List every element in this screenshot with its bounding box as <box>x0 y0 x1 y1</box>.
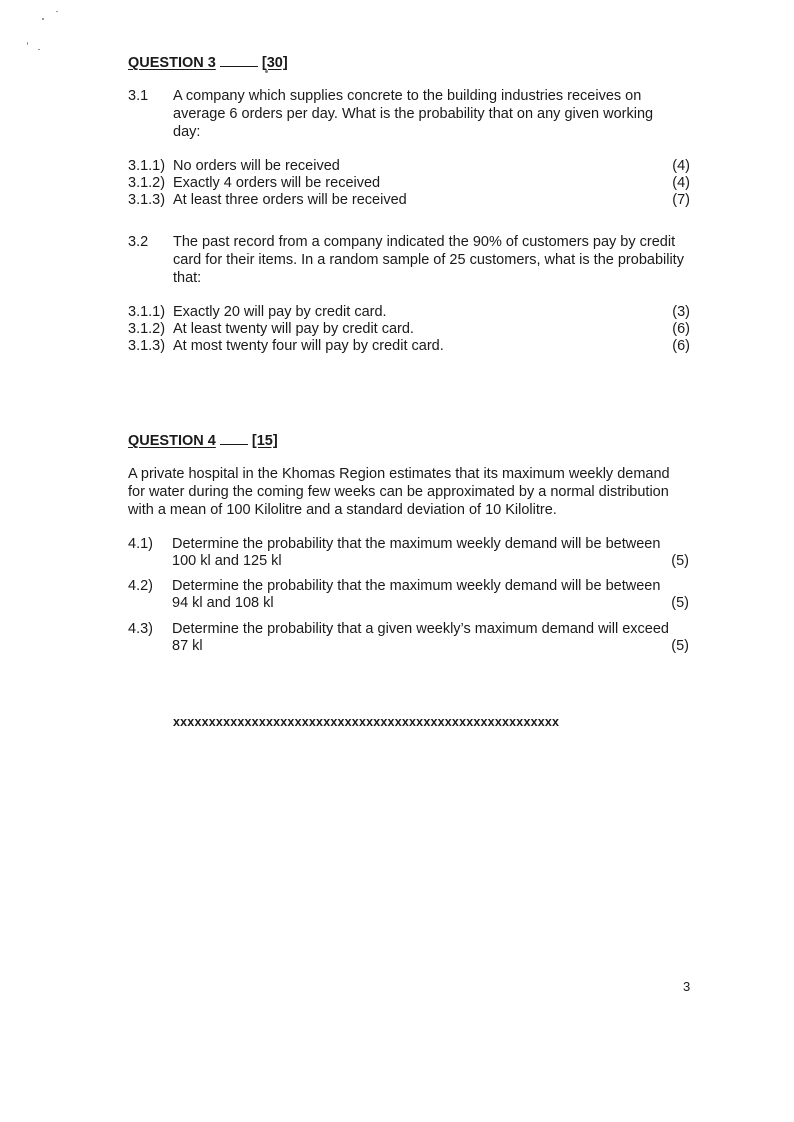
page-number: 3 <box>683 979 691 994</box>
q4-item-line-1: Determine the probability that the maximum weekly demand will be between <box>172 578 661 594</box>
q4-item-line-1: Determine the probability that a given weekly’s maximum demand will exceed <box>172 621 669 637</box>
q3-1-text-line-2: average 6 orders per day. What is the probability that on any given working <box>173 106 654 122</box>
q3-2-text-line-2: card for their items. In a random sample of 25 customers, what is the probability <box>173 252 684 268</box>
q4-item-marks: (5) <box>671 553 689 569</box>
scan-speck <box>56 11 58 12</box>
end-of-paper-rule: xxxxxxxxxxxxxxxxxxxxxxxxxxxxxxxxxxxxxxxxxxxxxxxxxxxxxx <box>173 715 560 729</box>
scan-speck <box>38 49 40 50</box>
q3-2-item-text: At least twenty will pay by credit card. <box>173 321 414 337</box>
question-3-underline-gap <box>220 54 258 67</box>
q4-item-marks: (5) <box>671 638 689 654</box>
q3-1-item-text: At least three orders will be received <box>173 192 407 208</box>
question-3-title: QUESTION 3 <box>128 55 216 71</box>
q3-2-item-text: At most twenty four will pay by credit card. <box>173 338 444 354</box>
q3-1-item-text: No orders will be received <box>173 158 340 174</box>
q3-2-item-text: Exactly 20 will pay by credit card. <box>173 304 387 320</box>
q3-2-item-number: 3.1.1) <box>128 304 166 320</box>
q4-item-number: 4.3) <box>128 621 153 637</box>
q4-intro-line-2: for water during the coming few weeks can be approximated by a normal distribution <box>128 484 669 500</box>
question-4-total: [15] <box>251 433 278 449</box>
q3-1-text-line-3: day: <box>173 124 201 140</box>
q4-item-number: 4.2) <box>128 578 153 594</box>
q3-1-item-number: 3.1.3) <box>128 192 166 208</box>
q3-2-item-marks: (6) <box>672 338 690 354</box>
q3-2-item-number: 3.1.2) <box>128 321 166 337</box>
question-4-underline-gap <box>220 432 248 445</box>
scan-speck <box>27 42 28 45</box>
q4-item-number: 4.1) <box>128 536 153 552</box>
q3-2-item-marks: (3) <box>672 304 690 320</box>
q3-1-item-number: 3.1.2) <box>128 175 166 191</box>
q3-1-item-marks: (7) <box>672 192 690 208</box>
q4-item-line-2: 94 kl and 108 kl <box>172 595 274 611</box>
q3-2-text-line-1: The past record from a company indicated the 90% of customers pay by credit <box>173 234 676 250</box>
q4-intro-line-1: A private hospital in the Khomas Region estimates that its maximum weekly demand <box>128 466 670 482</box>
q3-2-item-number: 3.1.3) <box>128 338 166 354</box>
question-4-title: QUESTION 4 <box>128 433 216 449</box>
q3-1-item-text: Exactly 4 orders will be received <box>173 175 381 191</box>
q3-2-text-line-3: that: <box>173 270 202 286</box>
q4-intro-line-3: with a mean of 100 Kilolitre and a standard deviation of 10 Kilolitre. <box>128 502 557 518</box>
question-3-total: [30] <box>261 55 288 71</box>
question-4-heading <box>128 432 278 450</box>
q4-item-line-2: 87 kl <box>172 638 203 654</box>
q3-1-item-marks: (4) <box>672 158 690 174</box>
question-3-heading <box>128 54 288 72</box>
q3-2-number: 3.2 <box>128 234 149 250</box>
q3-2-item-marks: (6) <box>672 321 690 337</box>
q3-1-item-number: 3.1.1) <box>128 158 166 174</box>
q3-1-text-line-1: A company which supplies concrete to the building industries receives on <box>173 88 642 104</box>
q3-1-item-marks: (4) <box>672 175 690 191</box>
q4-item-line-2: 100 kl and 125 kl <box>172 553 282 569</box>
scan-speck <box>42 18 44 20</box>
q4-item-marks: (5) <box>671 595 689 611</box>
q3-1-number: 3.1 <box>128 88 149 104</box>
q4-item-line-1: Determine the probability that the maximum weekly demand will be between <box>172 536 661 552</box>
